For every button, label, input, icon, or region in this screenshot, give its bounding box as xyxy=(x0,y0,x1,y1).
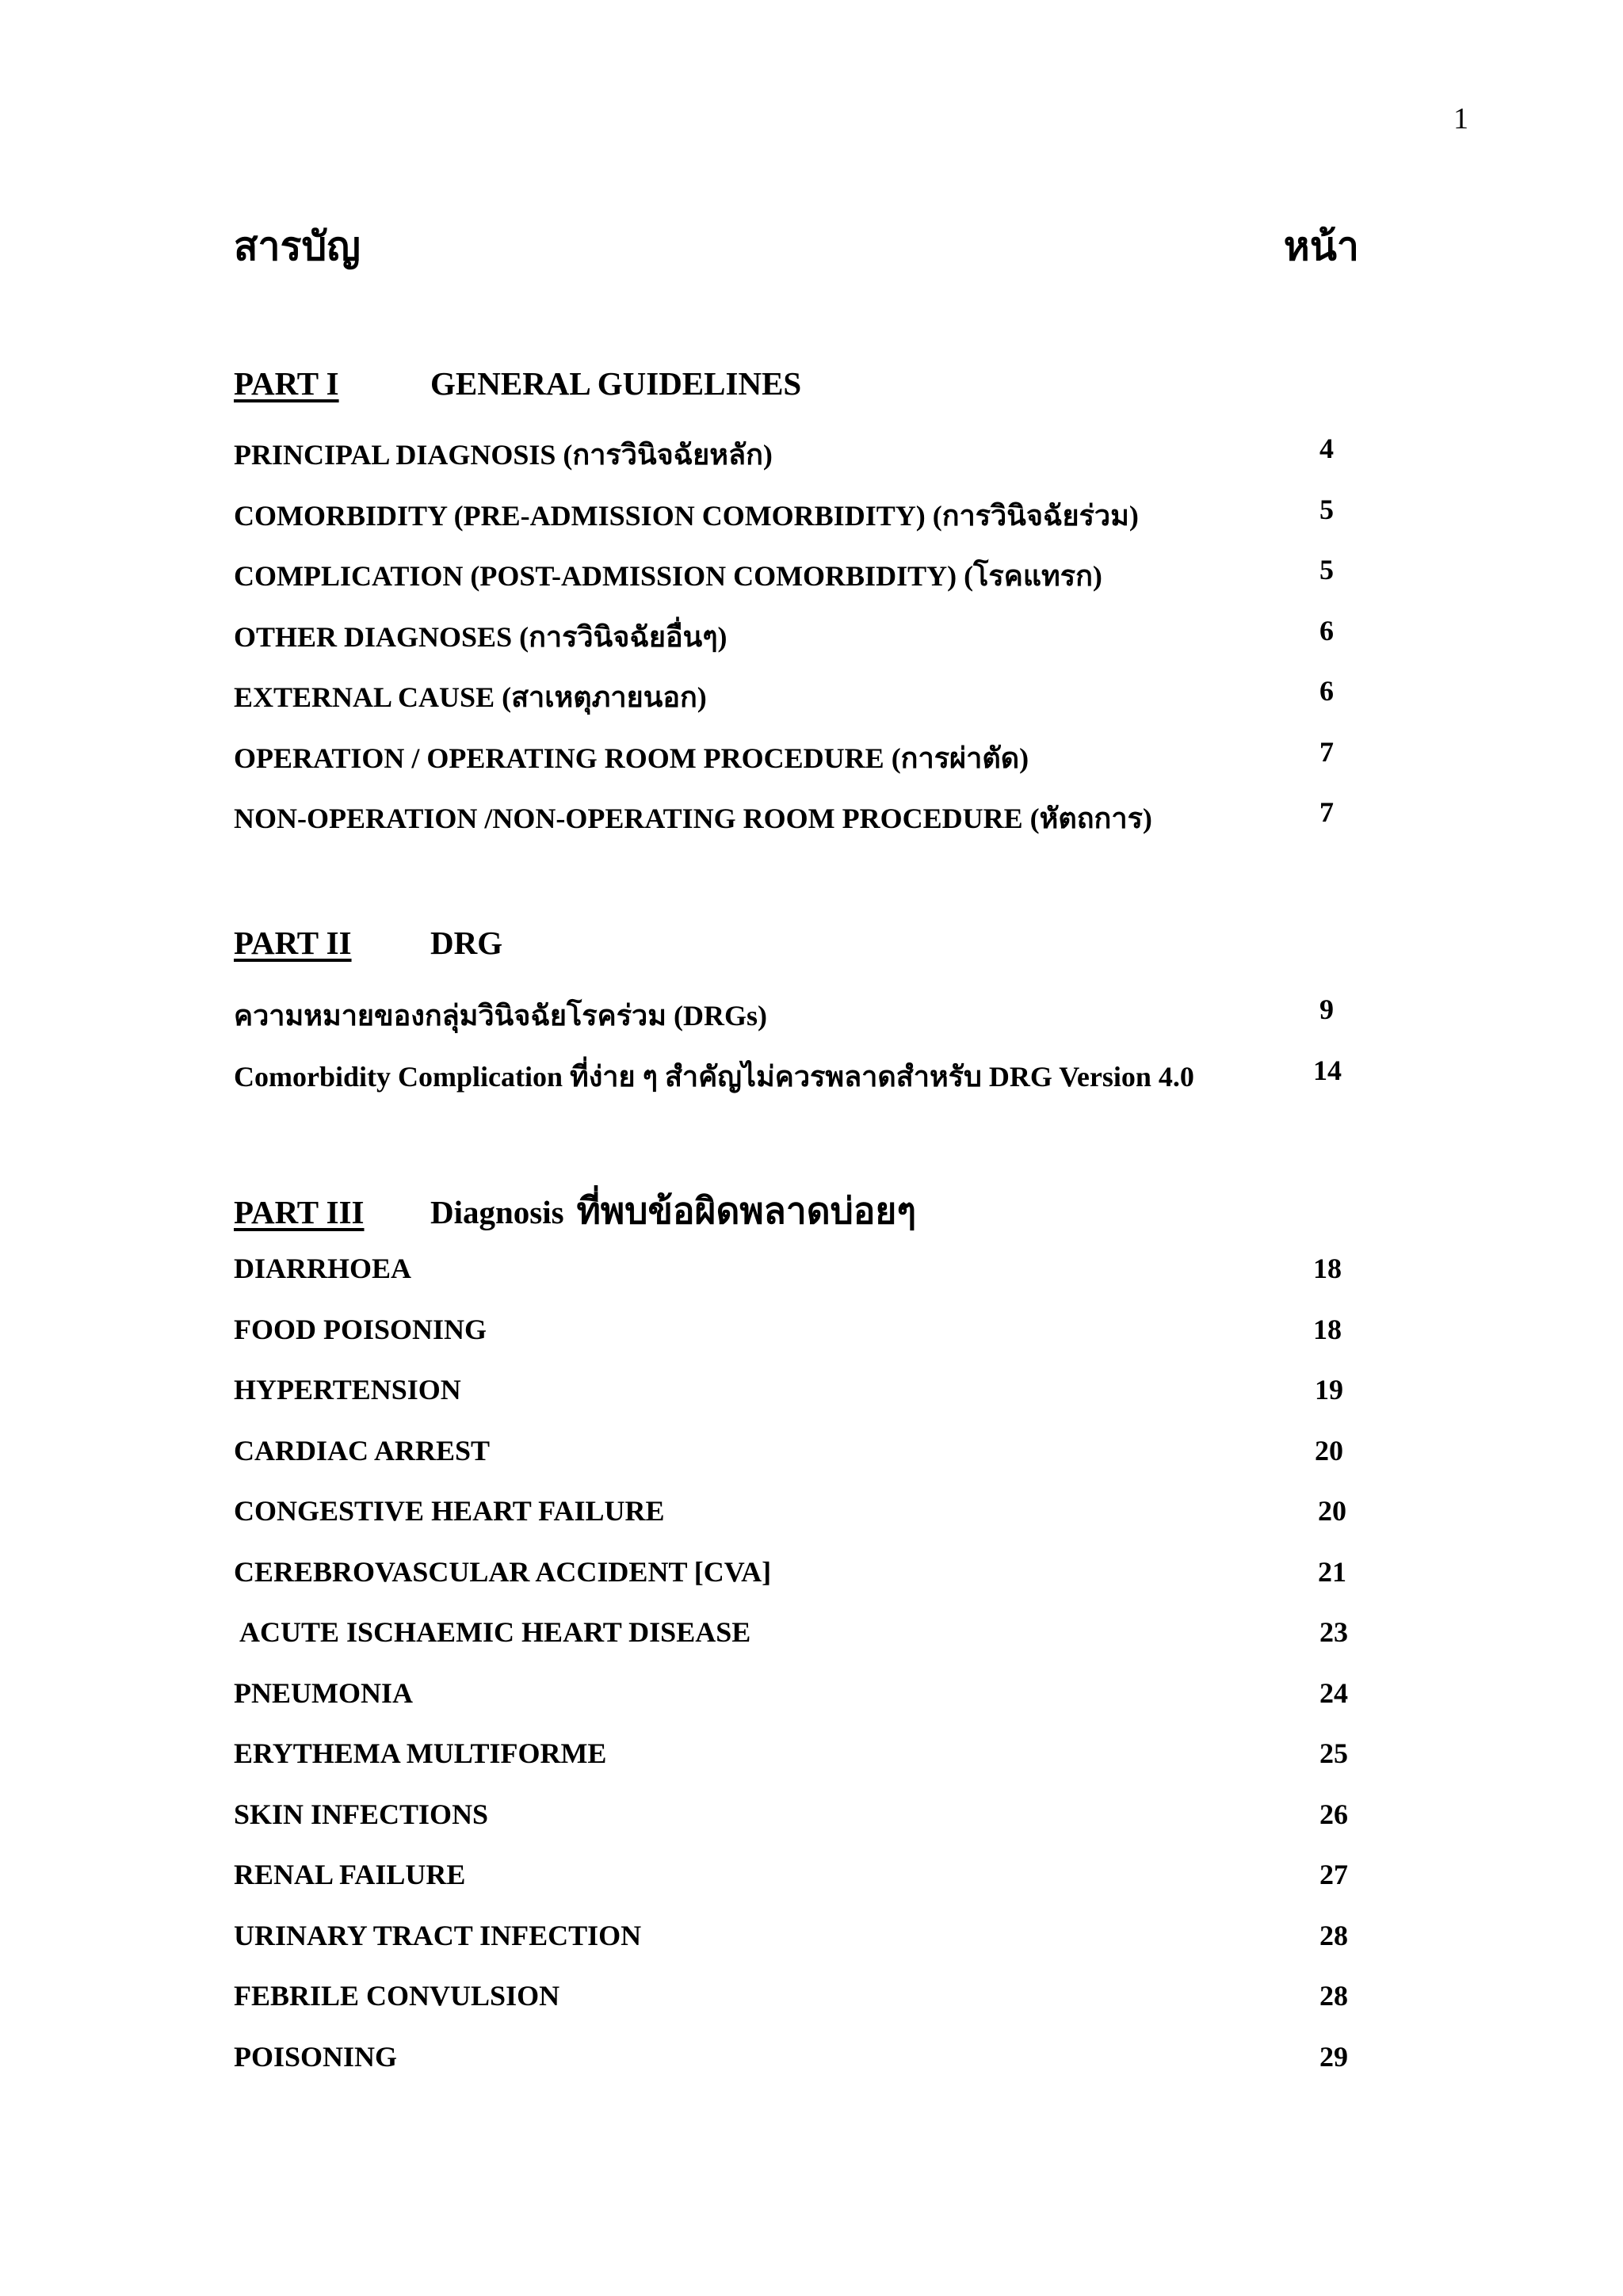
toc-entry[interactable] xyxy=(234,1858,1348,1897)
part-1-title: GENERAL GUIDELINES xyxy=(430,365,802,402)
toc-entry-label: HYPERTENSION xyxy=(234,1374,461,1405)
toc-entry-page: 20 xyxy=(1318,1495,1346,1527)
toc-entry-label: OTHER DIAGNOSES (การวินิจฉัยอื่นๆ) xyxy=(234,621,727,653)
toc-entry[interactable] xyxy=(234,1615,1348,1655)
part-3-label: PART III xyxy=(234,1194,365,1230)
toc-entry-label: PNEUMONIA xyxy=(234,1677,413,1709)
toc-entry[interactable] xyxy=(234,795,1343,835)
toc-entry[interactable] xyxy=(234,614,1343,654)
toc-entry-label: COMPLICATION (POST-ADMISSION COMORBIDITY) (โรคแทรก) xyxy=(234,560,1102,592)
toc-entry-label: DIARRHOEA xyxy=(234,1253,412,1284)
part-1-heading xyxy=(234,364,801,402)
toc-entry-label: SKIN INFECTIONS xyxy=(234,1798,489,1830)
toc-entry-page: 21 xyxy=(1318,1556,1346,1588)
toc-entry[interactable] xyxy=(234,1494,1346,1534)
toc-entry[interactable] xyxy=(234,1737,1348,1776)
toc-entry-label: CEREBROVASCULAR ACCIDENT [CVA] xyxy=(234,1556,772,1588)
toc-entry-page: 6 xyxy=(1319,615,1334,646)
part-2-title: DRG xyxy=(430,925,503,961)
page-number: 1 xyxy=(1453,102,1468,135)
part-3-heading xyxy=(234,1182,916,1240)
toc-entry-label: EXTERNAL CAUSE (สาเหตุภายนอก) xyxy=(234,681,707,713)
toc-entry-label: PRINCIPAL DIAGNOSIS (การวินิจฉัยหลัก) xyxy=(234,439,773,471)
toc-entry-page: 29 xyxy=(1319,2041,1348,2073)
part-1-label: PART I xyxy=(234,365,339,402)
toc-entry-page: 7 xyxy=(1319,796,1334,828)
contents-title: สารบัญ xyxy=(234,224,361,269)
toc-entry[interactable] xyxy=(234,993,1343,1032)
toc-entry-page: 4 xyxy=(1319,433,1334,464)
part-3-title-thai: ที่พบข้อผิดพลาดบ่อยๆ xyxy=(576,1191,917,1231)
toc-entry-label: ERYTHEMA MULTIFORME xyxy=(234,1737,607,1769)
toc-entry-label: FOOD POISONING xyxy=(234,1314,487,1345)
toc-entry[interactable] xyxy=(234,493,1343,532)
toc-entry[interactable] xyxy=(234,1373,1343,1413)
toc-entry[interactable] xyxy=(234,1919,1348,1958)
toc-entry-page: 26 xyxy=(1319,1798,1348,1830)
toc-entry[interactable] xyxy=(234,735,1343,775)
toc-entry-page: 14 xyxy=(1313,1055,1342,1086)
toc-entry-page: 25 xyxy=(1319,1737,1348,1769)
toc-entry-label: CARDIAC ARREST xyxy=(234,1435,491,1466)
toc-entry-label: ความหมายของกลุ่มวินิจฉัยโรคร่วม (DRGs) xyxy=(234,1000,767,1032)
toc-entry[interactable] xyxy=(234,1434,1343,1474)
toc-entry-page: 19 xyxy=(1315,1374,1343,1405)
toc-entry-page: 7 xyxy=(1319,736,1334,768)
toc-entry[interactable] xyxy=(234,1979,1348,2019)
toc-entry[interactable] xyxy=(234,1798,1348,1837)
toc-entry-page: 18 xyxy=(1313,1314,1342,1345)
toc-entry-label: Comorbidity Complication ที่ง่าย ๆ สำคัญไม่ควรพลาดสำหรับ DRG Version 4.0 xyxy=(234,1061,1194,1093)
toc-entry-page: 5 xyxy=(1319,494,1334,525)
toc-entry-label: NON-OPERATION /NON-OPERATING ROOM PROCEDURE (หัตถการ) xyxy=(234,803,1152,834)
toc-entry-page: 18 xyxy=(1313,1253,1342,1284)
toc-entry-label: FEBRILE CONVULSION xyxy=(234,1980,560,2012)
toc-entry[interactable] xyxy=(234,1252,1343,1291)
toc-entry-page: 5 xyxy=(1319,554,1334,585)
toc-entry[interactable] xyxy=(234,1054,1343,1093)
toc-entry-label: ACUTE ISCHAEMIC HEART DISEASE xyxy=(234,1616,751,1648)
toc-entry[interactable] xyxy=(234,2040,1348,2080)
toc-entry-page: 6 xyxy=(1319,675,1334,707)
toc-entry-page: 28 xyxy=(1319,1920,1348,1951)
toc-entry-label: RENAL FAILURE xyxy=(234,1859,466,1890)
part-2-heading xyxy=(234,924,502,962)
part-3-title: Diagnosis xyxy=(430,1194,564,1230)
toc-entry[interactable] xyxy=(234,1555,1346,1595)
toc-entry-page: 28 xyxy=(1319,1980,1348,2012)
toc-entry-label: COMORBIDITY (PRE-ADMISSION COMORBIDITY) (การวินิจฉัยร่วม) xyxy=(234,500,1139,532)
toc-entry[interactable] xyxy=(234,432,1343,471)
toc-entry-label: POISONING xyxy=(234,2041,398,2073)
toc-entry-page: 24 xyxy=(1319,1677,1348,1709)
toc-entry-page: 20 xyxy=(1315,1435,1343,1466)
toc-entry-label: CONGESTIVE HEART FAILURE xyxy=(234,1495,665,1527)
toc-entry-label: OPERATION / OPERATING ROOM PROCEDURE (การผ่าตัด) xyxy=(234,742,1029,774)
part-2-label: PART II xyxy=(234,925,352,961)
toc-entry-page: 23 xyxy=(1319,1616,1348,1648)
toc-entry-page: 9 xyxy=(1319,994,1334,1025)
toc-entry-page: 27 xyxy=(1319,1859,1348,1890)
page-column-label: หน้า xyxy=(1283,224,1359,269)
toc-entry[interactable] xyxy=(234,553,1343,593)
toc-entry-label: URINARY TRACT INFECTION xyxy=(234,1920,642,1951)
toc-entry[interactable] xyxy=(234,1313,1343,1352)
toc-entry[interactable] xyxy=(234,674,1343,714)
toc-entry[interactable] xyxy=(234,1676,1348,1716)
